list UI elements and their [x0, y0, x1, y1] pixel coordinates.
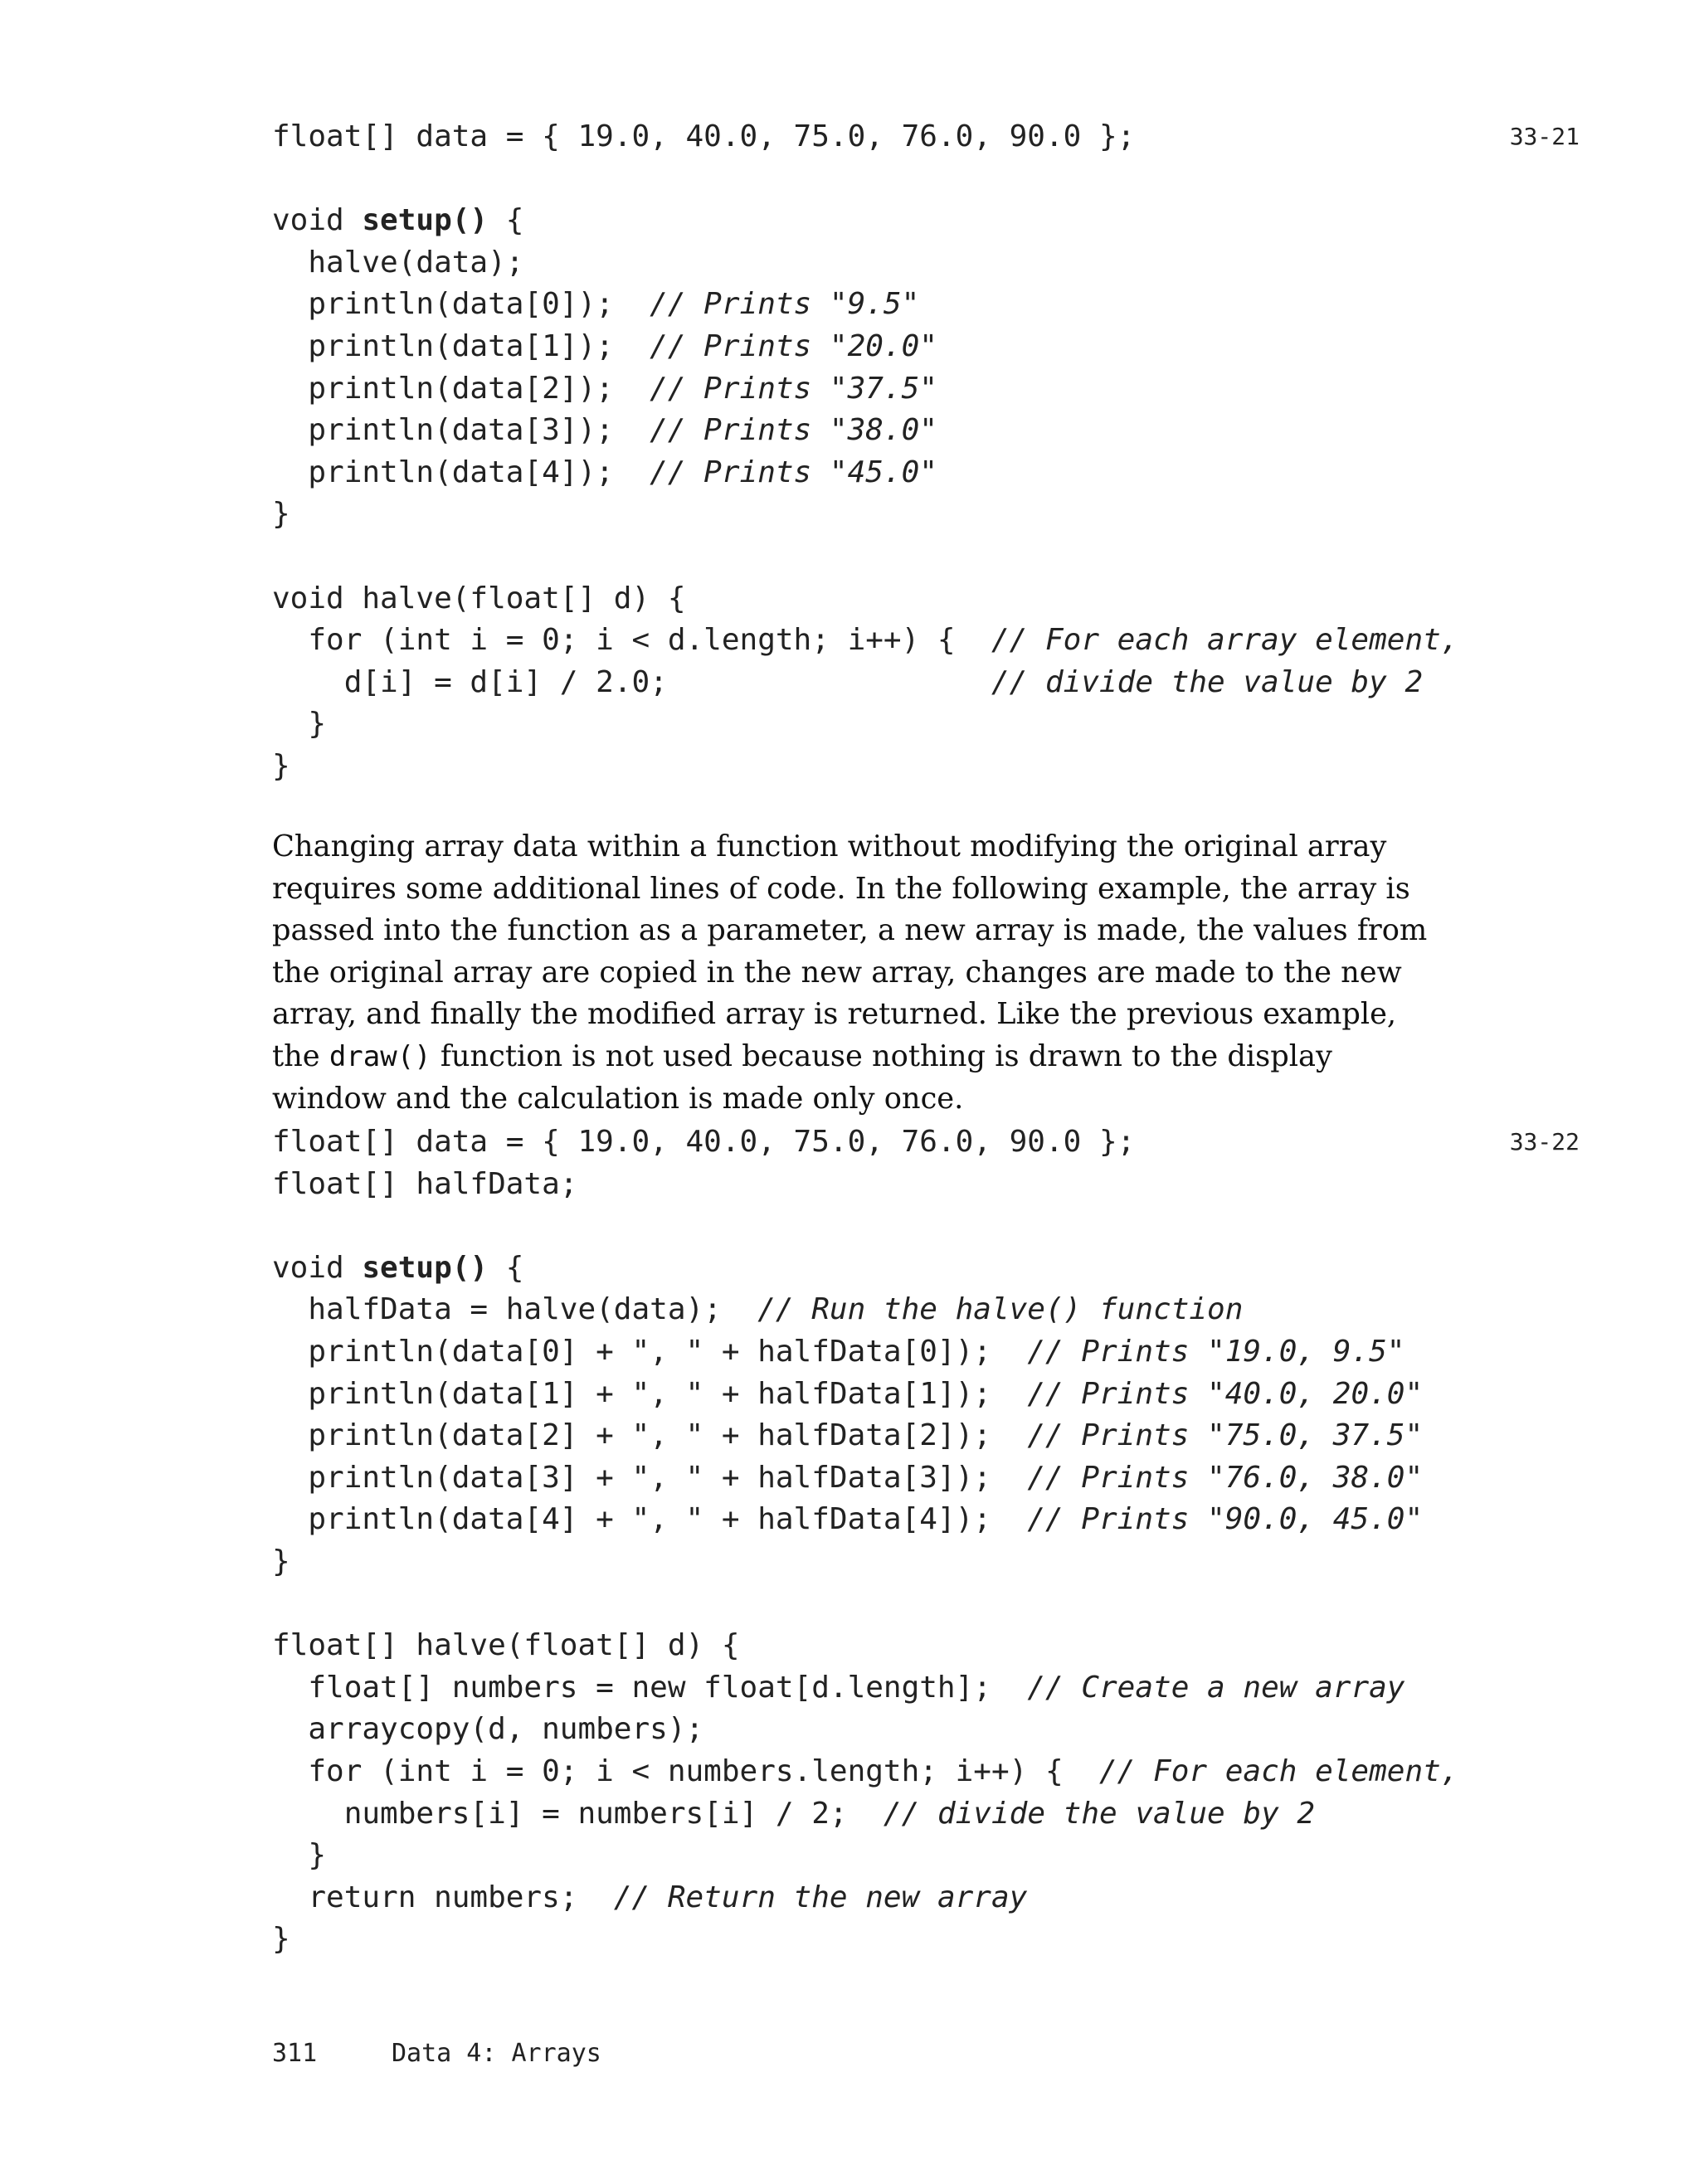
- code-line: [272, 1121, 1458, 1164]
- code-token: println(data[3] + ", " + halfData[3]);: [272, 1460, 1028, 1495]
- code-line: [272, 1374, 1458, 1416]
- code-token: println(data[2] + ", " + halfData[2]);: [272, 1418, 1028, 1453]
- code-token: println(data[3]);: [272, 413, 650, 448]
- code-token: void halve(float[] d) {: [272, 581, 686, 615]
- code-line: [272, 284, 1458, 326]
- code-line: [272, 536, 1458, 578]
- body-paragraph: [272, 826, 1450, 1120]
- code-line: [272, 200, 1458, 242]
- code-token: float[] numbers = new float[d.length];: [272, 1670, 1028, 1705]
- code-token: void: [272, 203, 363, 238]
- code-line: [272, 242, 1458, 285]
- code-line: [272, 326, 1458, 368]
- code-comment: // Return the new array: [613, 1880, 1028, 1914]
- code-line: [272, 1205, 1458, 1248]
- code-line: [272, 1751, 1458, 1793]
- code-comment: // Prints "76.0, 38.0": [1027, 1460, 1424, 1495]
- code-token: halve(data);: [272, 245, 524, 280]
- code-line: [272, 703, 1458, 746]
- code-token: }: [272, 1544, 290, 1578]
- code-token: }: [272, 1922, 290, 1957]
- code-line: [272, 1667, 1458, 1710]
- code-line: [272, 1835, 1458, 1877]
- code-comment: // Prints "75.0, 37.5": [1027, 1418, 1424, 1453]
- inline-code-draw: draw(): [329, 1039, 431, 1073]
- code-token: halfData = halve(data);: [272, 1292, 758, 1327]
- code-line: [272, 1919, 1458, 1961]
- code-comment: // divide the value by 2: [991, 664, 1424, 699]
- code-line: [272, 494, 1458, 536]
- code-line: [272, 1331, 1458, 1374]
- code-token: setup(): [362, 203, 489, 238]
- code-line: [272, 1164, 1458, 1206]
- code-line: [272, 368, 1458, 411]
- code-line: [272, 1415, 1458, 1457]
- code-comment: // Prints "45.0": [650, 455, 937, 489]
- code-token: println(data[4] + ", " + halfData[4]);: [272, 1502, 1028, 1537]
- code-comment: // Prints "40.0, 20.0": [1027, 1376, 1424, 1411]
- code-token: }: [272, 748, 290, 783]
- code-comment: // divide the value by 2: [883, 1796, 1316, 1831]
- code-token: float[] halve(float[] d) {: [272, 1628, 740, 1663]
- code-line: [272, 1248, 1458, 1290]
- code-token: println(data[4]);: [272, 455, 650, 489]
- code-token: float[] halfData;: [272, 1166, 578, 1201]
- code-token: }: [272, 707, 327, 742]
- paragraph-text-before-code: Changing array data within a function without modifying the original array requires some additional lines of code. In the following example, the array is passed into the function as a parameter, a new array is made, the values from the original array are copied in the new array, changes are made to the new array, and finally the modified array is returned. Like the previous example, the: [272, 829, 1428, 1073]
- code-line: [272, 1457, 1458, 1500]
- code-line: [272, 578, 1458, 620]
- code-token: arraycopy(d, numbers);: [272, 1712, 704, 1747]
- code-line: [272, 1499, 1458, 1541]
- code-line: [272, 1625, 1458, 1667]
- footer-chapter-title: Data 4: Arrays: [392, 2039, 601, 2068]
- code-token: void: [272, 1250, 363, 1285]
- code-token: {: [488, 203, 524, 238]
- code-token: }: [272, 497, 290, 532]
- code-comment: // Prints "90.0, 45.0": [1027, 1502, 1424, 1537]
- code-line: [272, 1583, 1458, 1626]
- code-token: {: [488, 1250, 524, 1285]
- figure-label-33-21: 33-21: [1509, 123, 1580, 150]
- code-token: d[i] = d[i] / 2.0;: [272, 664, 991, 699]
- code-comment: // Prints "9.5": [650, 287, 920, 322]
- code-token: return numbers;: [272, 1880, 614, 1914]
- code-token: float[] data = { 19.0, 40.0, 75.0, 76.0, 90.0 };: [272, 1125, 1136, 1159]
- code-token: println(data[2]);: [272, 371, 650, 406]
- code-line: [272, 1877, 1458, 1919]
- code-comment: // Prints "37.5": [650, 371, 937, 406]
- code-line: [272, 1793, 1458, 1836]
- code-token: numbers[i] = numbers[i] / 2;: [272, 1796, 884, 1831]
- code-line: [272, 662, 1458, 704]
- paragraph-text-after-code: function is not used because nothing is drawn to the display window and the calculation is made only once.: [272, 1038, 1332, 1116]
- code-line: [272, 1709, 1458, 1751]
- code-token: println(data[1] + ", " + halfData[1]);: [272, 1376, 1028, 1411]
- code-token: println(data[0]);: [272, 287, 650, 322]
- code-token: float[] data = { 19.0, 40.0, 75.0, 76.0, 90.0 };: [272, 119, 1136, 153]
- code-comment: // Run the halve() function: [757, 1292, 1244, 1327]
- code-line: [272, 746, 1458, 788]
- code-comment: // Prints "20.0": [650, 328, 937, 363]
- code-line: [272, 116, 1458, 158]
- code-line: [272, 158, 1458, 201]
- code-token: println(data[0] + ", " + halfData[0]);: [272, 1334, 1028, 1369]
- code-comment: // For each array element,: [991, 623, 1459, 658]
- code-line: [272, 1541, 1458, 1583]
- code-block-2: [272, 1121, 1458, 1961]
- code-line: [272, 620, 1458, 662]
- code-comment: // For each element,: [1099, 1754, 1459, 1788]
- code-line: [272, 410, 1458, 452]
- code-comment: // Create a new array: [1027, 1670, 1405, 1705]
- footer-page-number: 311: [272, 2039, 318, 2068]
- figure-label-33-22: 33-22: [1509, 1128, 1580, 1155]
- code-line: [272, 1289, 1458, 1331]
- code-token: }: [272, 1838, 327, 1873]
- code-token: println(data[1]);: [272, 328, 650, 363]
- code-token: for (int i = 0; i < d.length; i++) {: [272, 623, 991, 658]
- code-token: for (int i = 0; i < numbers.length; i++) {: [272, 1754, 1099, 1788]
- code-block-1: [272, 116, 1458, 788]
- code-line: [272, 452, 1458, 494]
- code-token: setup(): [362, 1250, 489, 1285]
- code-comment: // Prints "38.0": [650, 413, 937, 448]
- code-comment: // Prints "19.0, 9.5": [1027, 1334, 1405, 1369]
